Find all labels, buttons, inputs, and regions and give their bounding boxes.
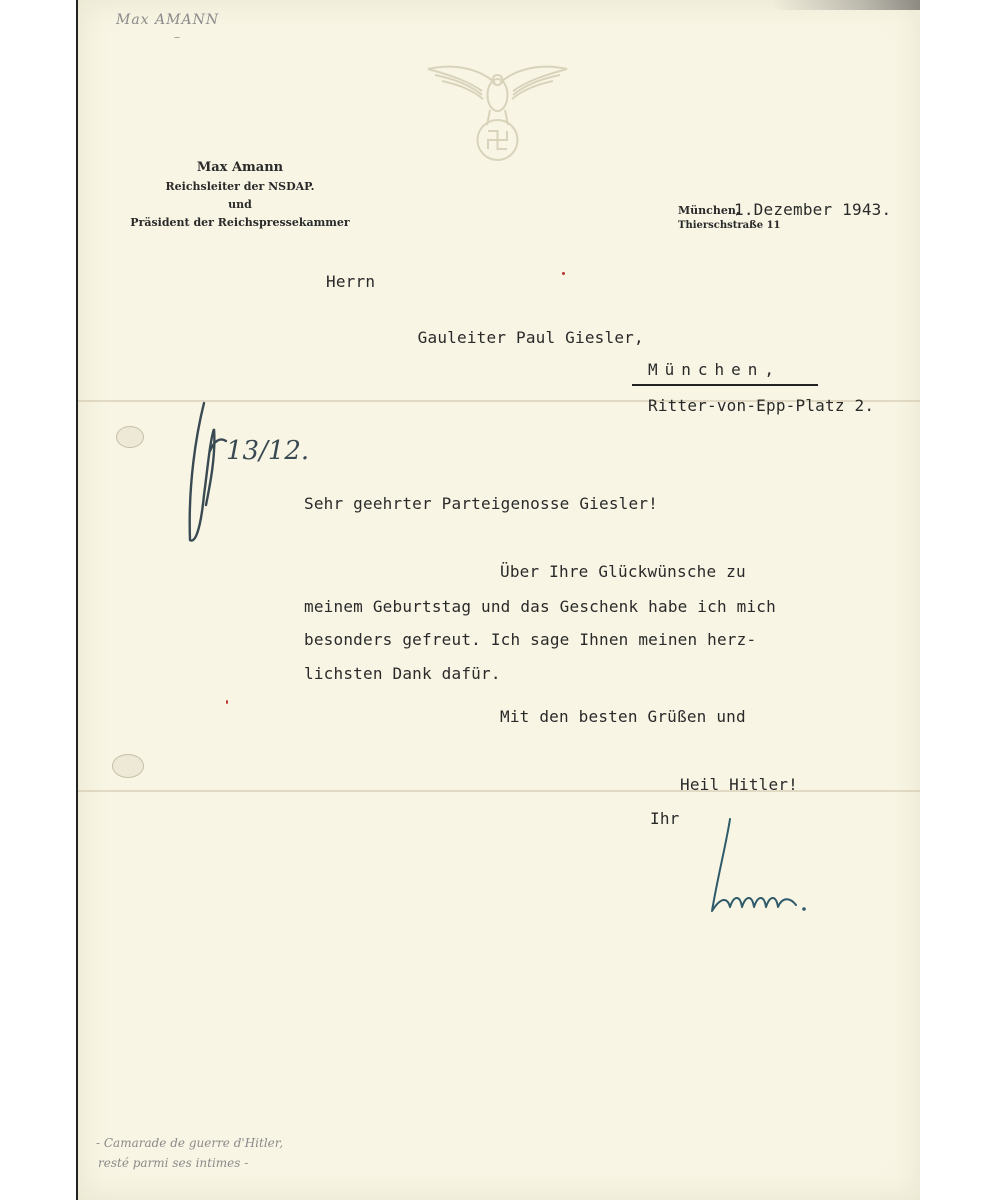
closing-line-3: Ihr [650, 809, 680, 828]
letterhead-office: Präsident der Reichspressekammer [130, 216, 350, 229]
pencil-dash: – [174, 30, 180, 44]
paper-corner-damage [772, 0, 920, 10]
recipient-street: Ritter-von-Epp-Platz 2. [648, 396, 875, 415]
body-line-4: lichsten Dank dafür. [304, 664, 501, 683]
paper-edge [76, 0, 78, 1200]
recipient-city: München, [648, 360, 782, 379]
letterhead-und: und [228, 198, 252, 211]
recipient-name-text: Gauleiter Paul Giesler, [417, 328, 644, 347]
letter-date: 1.Dezember 1943. [734, 200, 892, 219]
punch-hole [116, 426, 144, 448]
embossed-eagle-emblem [420, 55, 575, 170]
punch-hole [112, 754, 144, 778]
ink-speck [562, 272, 565, 275]
recipient-name [398, 309, 644, 347]
closing-line-2: Heil Hitler! [680, 775, 798, 794]
pencil-note-line1: - Camarade de guerre d'Hitler, [96, 1136, 284, 1150]
letterhead-name: Max Amann [196, 160, 284, 175]
recipient-city-underline [632, 384, 818, 386]
body-line-3: besonders gefreut. Ich sage Ihnen meinen herz- [304, 630, 757, 649]
letter-greeting: Sehr geehrter Parteigenosse Giesler! [304, 494, 658, 513]
sender-street: Thierschstraße 11 [678, 220, 781, 231]
body-line-1: Über Ihre Glückwünsche zu [500, 562, 746, 581]
body-line-2: meinem Geburtstag und das Geschenk habe ich mich [304, 597, 776, 616]
letterhead-title: Reichsleiter der NSDAP. [165, 180, 315, 193]
closing-line-1: Mit den besten Grüßen und [500, 707, 746, 726]
recipient-salutation: Herrn [326, 272, 376, 291]
signature [700, 815, 820, 925]
pencil-note-line2: resté parmi ses intimes - [98, 1156, 249, 1170]
city-header: München, [678, 204, 740, 217]
pencil-annotation-name: Max AMANN [116, 12, 220, 28]
ink-speck [226, 700, 228, 704]
handwritten-date: 13/12. [226, 436, 310, 466]
handwritten-receipt-mark [180, 395, 330, 545]
